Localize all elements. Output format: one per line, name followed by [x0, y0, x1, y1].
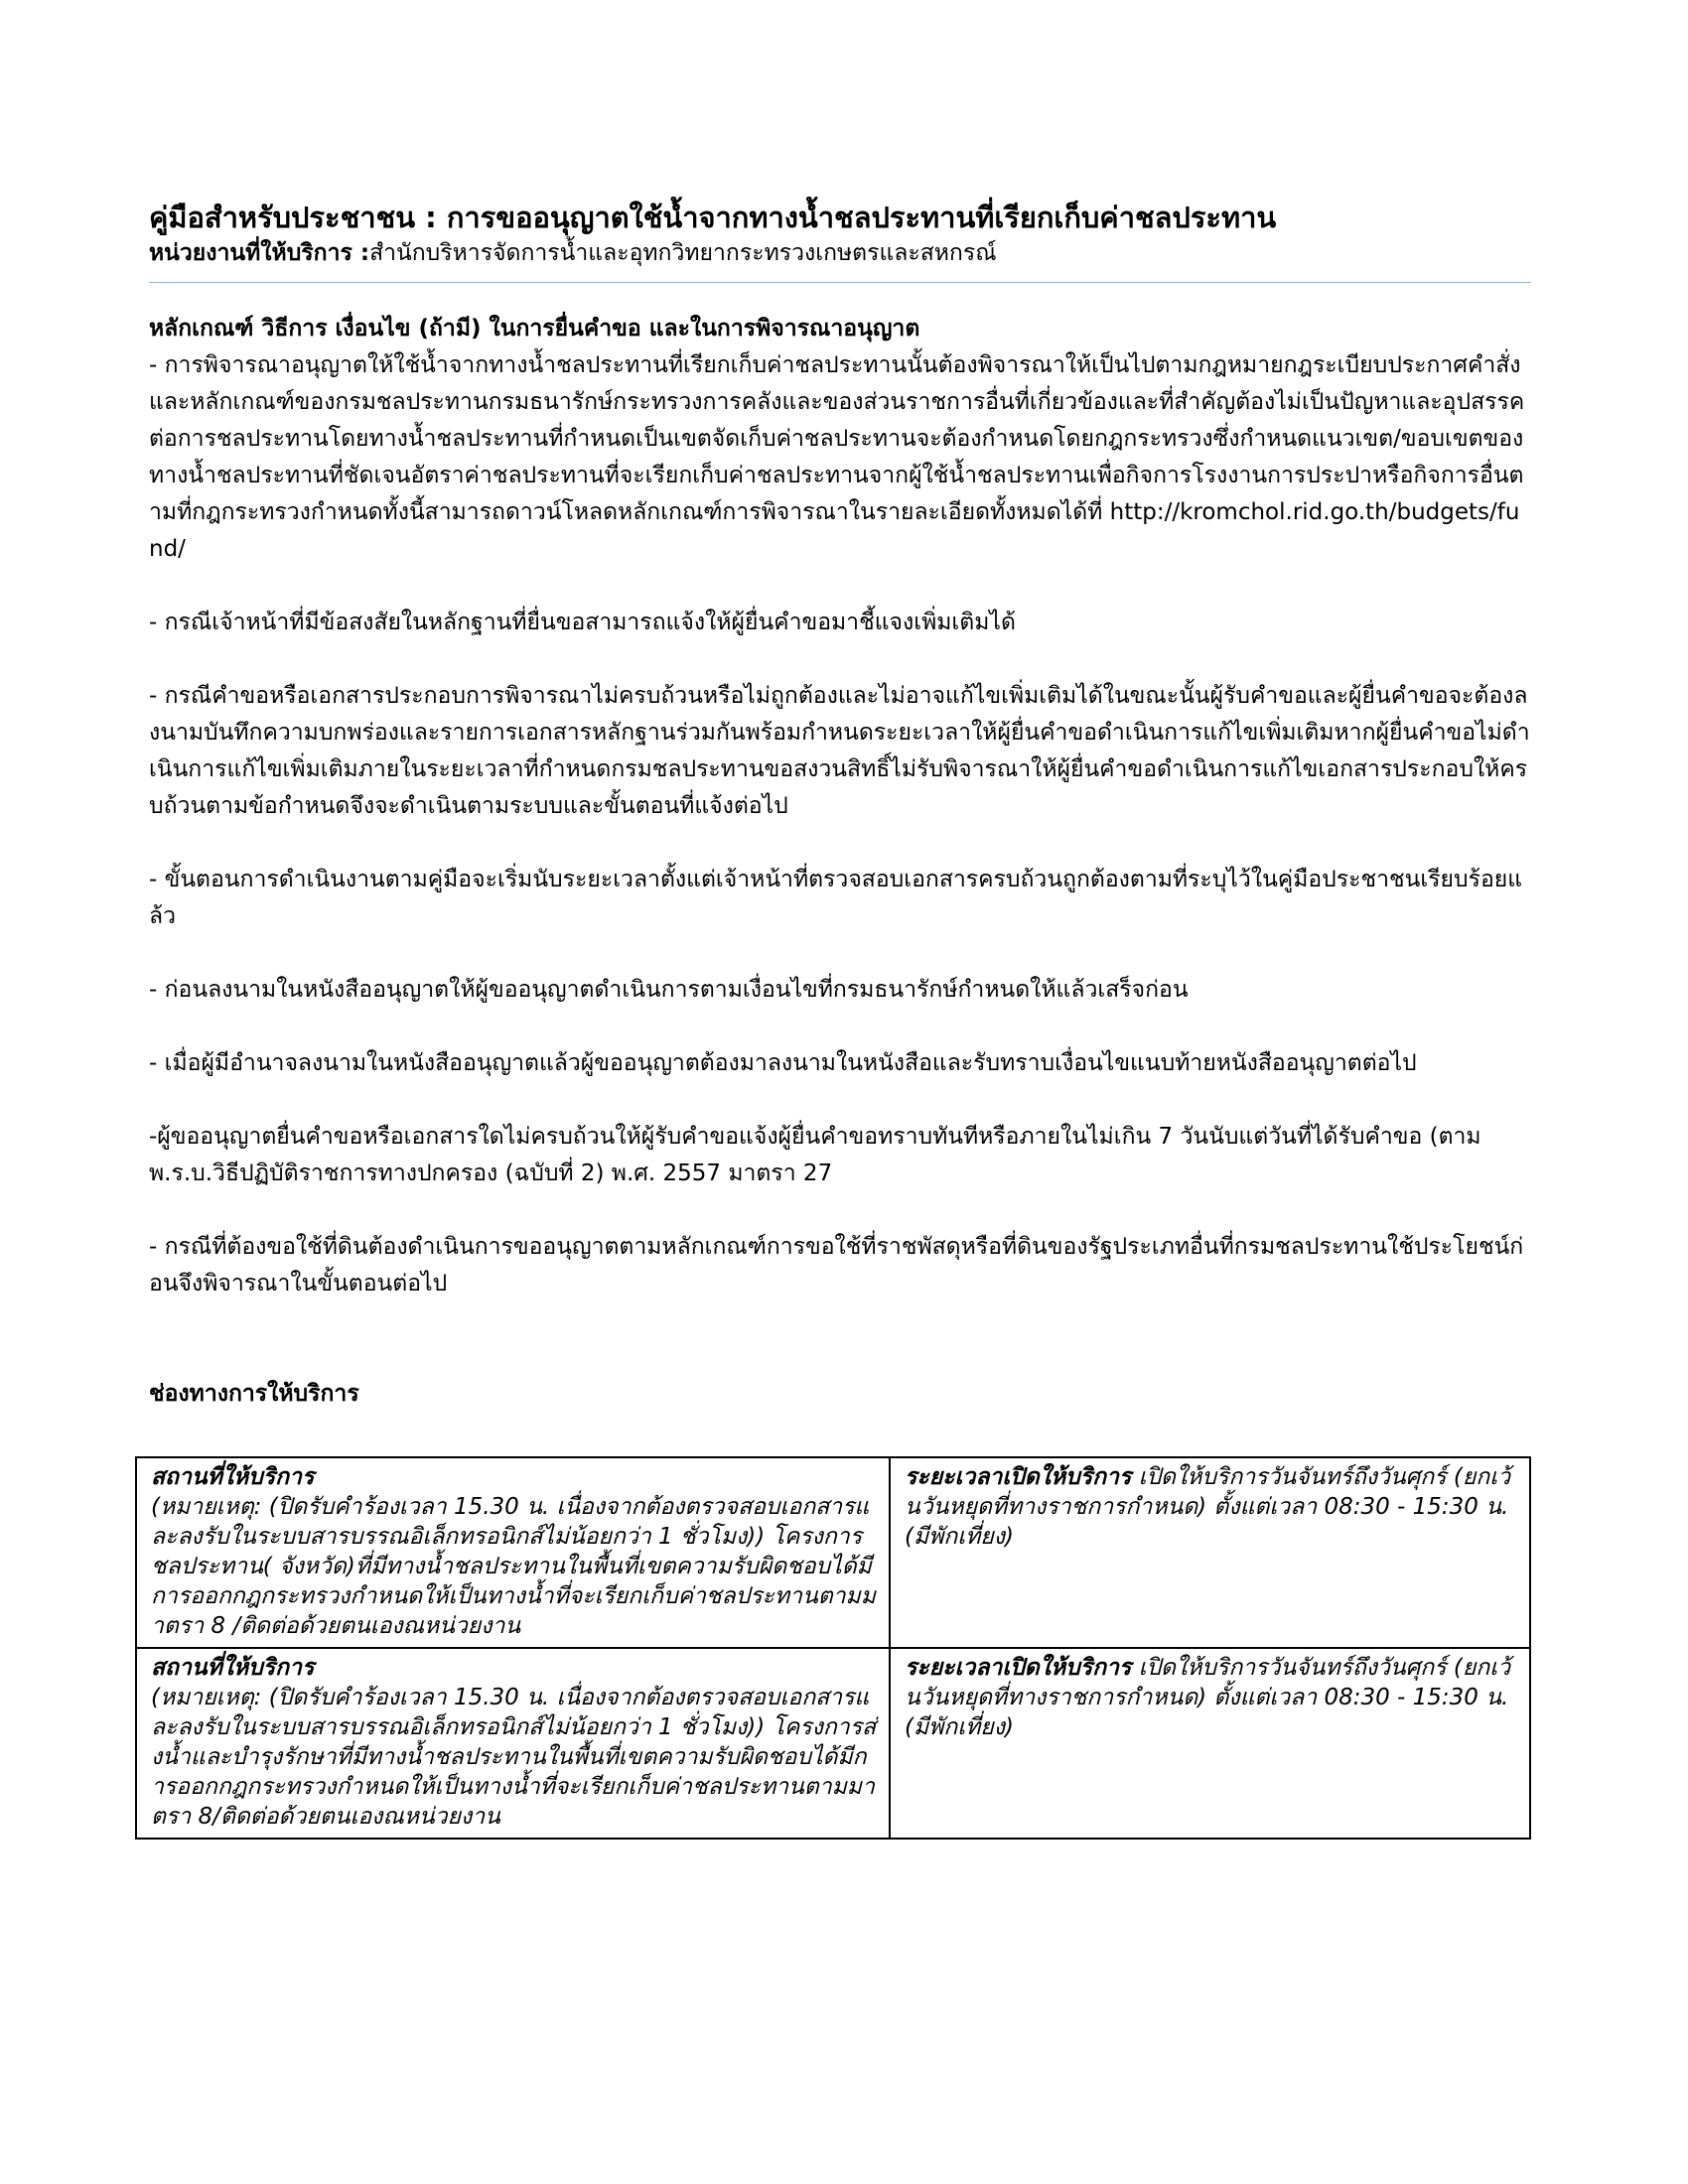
criteria-paragraph: - กรณีที่ต้องขอใช้ที่ดินต้องดำเนินการขออนุญาตตามหลักเกณฑ์การขอใช้ที่ราชพัสดุหรือที่ดินของรัฐประเภทอื่นที่กรมชลประทานใช้ประโยชน์ก่อนจึงพิจารณาในขั้นตอนต่อไป: [149, 1234, 1524, 1297]
criteria-paragraph: - ขั้นตอนการดำเนินงานตามคู่มือจะเริ่มนับระยะเวลาตั้งแต่เจ้าหน้าที่ตรวจสอบเอกสารครบถ้วนถูกต้องตามที่ระบุไว้ในคู่มือประชาชนเรียบร้อยแล้ว: [149, 867, 1523, 929]
agency-value: สำนักบริหารจัดการน้ำและอุทกวิทยากระทรวงเกษตรและสหกรณ์: [369, 240, 997, 266]
service-hours-text: เปิดให้บริการวันจันทร์ถึงวันศุกร์ (ยกเว้นวันหยุดที่ทางราชการกำหนด) ตั้งแต่เวลา 08:30 - 15:30 น. (มีพักเที่ยง): [905, 1464, 1511, 1550]
service-place-label: สถานที่ให้บริการ: [151, 1464, 315, 1490]
criteria-paragraph: - ก่อนลงนามในหนังสืออนุญาตให้ผู้ขออนุญาตดำเนินการตามเงื่อนไขที่กรมธนารักษ์กำหนดให้แล้วเสร็จก่อน: [149, 977, 1189, 1003]
document-title: คู่มือสำหรับประชาชน : การขออนุญาตใช้น้ำจากทางน้ำชลประทานที่เรียกเก็บค่าชลประทาน: [149, 201, 1277, 234]
service-place-text: (หมายเหตุ: (ปิดรับคำร้องเวลา 15.30 น. เนื่องจากต้องตรวจสอบเอกสารและลงรับในระบบสารบรรณอิเล็กทรอนิกส์ไม่น้อยกว่า 1 ชั่วโมง)) โครงการส่งน้ำและบำรุงรักษาที่มีทางน้ำชลประทานในพื้นที่เขตความรับผิดชอบได้มีการออกกฎกระทรวงกำหนดให้เป็นทางน้ำที่จะเรียกเก็บค่าชลประทานตามมาตรา 8/ติดต่อด้วยตนเองณหน่วยงาน: [151, 1685, 877, 1830]
service-hours-label: ระยะเวลาเปิดให้บริการ: [905, 1655, 1132, 1681]
service-hours-cell: [890, 1457, 1530, 1648]
service-hours-label: ระยะเวลาเปิดให้บริการ: [905, 1464, 1132, 1490]
service-hours-text: เปิดให้บริการวันจันทร์ถึงวันศุกร์ (ยกเว้นวันหยุดที่ทางราชการกำหนด) ตั้งแต่เวลา 08:30 - 15:30 น. (มีพักเที่ยง): [905, 1655, 1511, 1740]
criteria-paragraph: - เมื่อผู้มีอำนาจลงนามในหนังสืออนุญาตแล้วผู้ขออนุญาตต้องมาลงนามในหนังสือและรับทราบเงื่อนไขแนบท้ายหนังสืออนุญาตต่อไป: [149, 1050, 1417, 1076]
service-hours-cell: [890, 1648, 1530, 1839]
criteria-paragraph: - กรณีเจ้าหน้าที่มีข้อสงสัยในหลักฐานที่ยื่นขอสามารถแจ้งให้ผู้ยื่นคำขอมาชี้แจงเพิ่มเติมได้: [149, 610, 1016, 635]
criteria-paragraph: -ผู้ขออนุญาตยื่นคำขอหรือเอกสารใดไม่ครบถ้วนให้ผู้รับคำขอแจ้งผู้ยื่นคำขอทราบทันทีหรือภายในไม่เกิน 7 วันนับแต่วันที่ได้รับคำขอ (ตามพ.ร.บ.วิธีปฏิบัติราชการทางปกครอง (ฉบับที่ 2) พ.ศ. 2557 มาตรา 27: [149, 1124, 1481, 1186]
table-row: [136, 1648, 1530, 1839]
service-channels-heading: ช่องทางการให้บริการ: [149, 1381, 359, 1407]
document-page: [149, 199, 1539, 1413]
criteria-paragraph: - การพิจารณาอนุญาตให้ใช้น้ำจากทางน้ำชลประทานที่เรียกเก็บค่าชลประทานนั้นต้องพิจารณาให้เป็นไปตามกฎหมายกฎระเบียบประกาศคำสั่งและหลักเกณฑ์ของกรมชลประทานกรมธนารักษ์กระทรวงการคลังและของส่วนราชการอื่นที่เกี่ยวข้องและที่สำคัญต้องไม่เป็นปัญหาและอุปสรรคต่อการชลประทานโดยทางน้ำชลประทานที่กำหนดเป็นเขตจัดเก็บค่าชลประทานจะต้องกำหนดโดยกฎกระทรวงซึ่งกำหนดแนวเขต/ขอบเขตของทางน้ำชลประทานที่ชัดเจนอัตราค่าชลประทานที่จะเรียกเก็บค่าชลประทานจากผู้ใช้น้ำชลประทานเพื่อกิจการโรงงานการประปาหรือกิจการอื่นตามที่กฎกระทรวงกำหนดทั้งนี้สามารถดาวน์โหลดหลักเกณฑ์การพิจารณาในรายละเอียดทั้งหมดได้ที่ http://kromchol.rid.go.th/budgets/fund/: [149, 352, 1525, 562]
service-place-text: (หมายเหตุ: (ปิดรับคำร้องเวลา 15.30 น. เนื่องจากต้องตรวจสอบเอกสารและลงรับในระบบสารบรรณอิเล็กทรอนิกส์ไม่น้อยกว่า 1 ชั่วโมง)) โครงการชลประทาน( จังหวัด)ที่มีทางน้ำชลประทานในพื้นที่เขตความรับผิดชอบได้มีการออกกฎกระทรวงกำหนดให้เป็นทางน้ำที่จะเรียกเก็บค่าชลประทานตามมาตรา 8 /ติดต่อด้วยตนเองณหน่วยงาน: [151, 1494, 876, 1639]
header-divider: [149, 282, 1531, 283]
service-place-label: สถานที่ให้บริการ: [151, 1655, 315, 1681]
agency-label: หน่วยงานที่ให้บริการ :: [149, 240, 370, 266]
agency-line: [149, 236, 1539, 270]
service-channels-table: [135, 1456, 1531, 1840]
service-place-cell: [136, 1457, 890, 1648]
criteria-paragraph: - กรณีคำขอหรือเอกสารประกอบการพิจารณาไม่ครบถ้วนหรือไม่ถูกต้องและไม่อาจแก้ไขเพิ่มเติมได้ในขณะนั้นผู้รับคำขอและผู้ยื่นคำขอจะต้องลงนามบันทึกความบกพร่องและรายการเอกสารหลักฐานร่วมกันพร้อมกำหนดระยะเวลาให้ผู้ยื่นคำขอดำเนินการแก้ไขเพิ่มเติมหากผู้ยื่นคำขอไม่ดำเนินการแก้ไขเพิ่มเติมภายในระยะเวลาที่กำหนดกรมชลประทานขอสงวนสิทธิ์ไม่รับพิจารณาให้ผู้ยื่นคำขอดำเนินการแก้ไขเอกสารประกอบให้ครบถ้วนตามข้อกำหนดจึงจะดำเนินตามระบบและขั้นตอนที่แจ้งต่อไป: [149, 683, 1530, 819]
table-row: [136, 1457, 1530, 1648]
criteria-heading: หลักเกณฑ์ วิธีการ เงื่อนไข (ถ้ามี) ในการยื่นคำขอ และในการพิจารณาอนุญาต: [149, 316, 920, 341]
service-place-cell: [136, 1648, 890, 1839]
